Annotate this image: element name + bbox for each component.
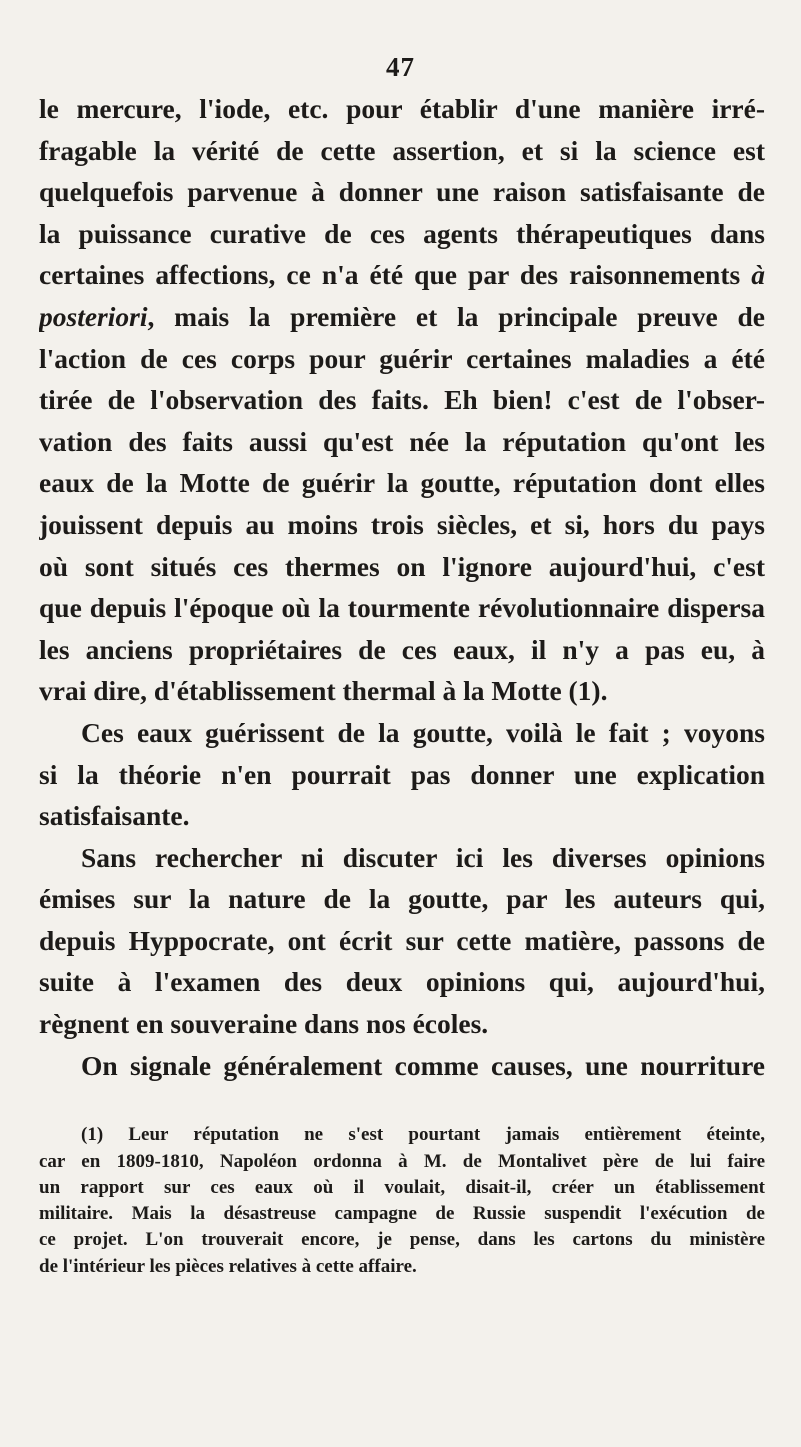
text-line <box>39 754 765 796</box>
text-line <box>39 712 765 754</box>
text-line <box>39 171 765 213</box>
line-text: eaux de la Motte de guérir la goutte, réputation dont elles <box>39 467 765 499</box>
text-line <box>39 795 765 837</box>
footnote-line: militaire. Mais la désastreuse campagne de Russie suspendit l'exécution de <box>39 1203 765 1225</box>
text-line <box>39 213 765 255</box>
line-text: suite à l'examen des deux opinions qui, aujourd'hui, <box>39 966 765 998</box>
text-line <box>39 546 765 588</box>
line-text: satisfaisante. <box>39 800 190 832</box>
line-text: certaines affections, ce n'a été que par des raisonnements <box>39 259 741 291</box>
line-text: le mercure, l'iode, etc. pour établir d'une manière irré- <box>39 93 765 124</box>
line-text: fragable la vérité de cette assertion, et si la science est <box>39 134 765 166</box>
text-line <box>39 504 765 546</box>
footnote-line: de l'intérieur les pièces relatives à cette affaire. <box>39 1255 417 1277</box>
page-number: 47 <box>386 52 415 82</box>
line-text: que depuis l'époque où la tourmente révolutionnaire dispersa <box>39 592 765 624</box>
line-text: Sans rechercher ni discuter ici les diverses opinions <box>81 841 765 873</box>
line-text: vrai dire, d'établissement thermal à la Motte (1). <box>39 675 608 707</box>
line-text: , mais la première et la principale preuve de <box>147 300 765 332</box>
footnote-line: ce projet. L'on trouverait encore, je pense, dans les cartons du ministère <box>39 1229 765 1251</box>
line-text: si la théorie n'en pourrait pas donner une explication <box>39 758 765 790</box>
line-text: vation des faits aussi qu'est née la réputation qu'ont les <box>39 425 765 457</box>
footnotes <box>39 1122 765 1280</box>
text-line <box>39 421 765 463</box>
text-line <box>39 920 765 962</box>
line-text: émises sur la nature de la goutte, par les auteurs qui, <box>39 883 765 915</box>
text-line <box>39 338 765 380</box>
text-line <box>39 629 765 671</box>
text-line <box>39 296 765 338</box>
line-text: la puissance curative de ces agents thérapeutiques dans <box>39 217 765 249</box>
line-text: tirée de l'observation des faits. Eh bien! c'est de l'obser- <box>39 384 765 416</box>
body-text <box>39 88 765 1086</box>
line-text: règnent en souveraine dans nos écoles. <box>39 1008 489 1040</box>
line-text: où sont situés ces thermes on l'ignore aujourd'hui, c'est <box>39 550 765 582</box>
text-line <box>39 462 765 504</box>
italic-phrase: posteriori <box>39 300 148 332</box>
text-line <box>39 254 765 296</box>
text-line <box>39 670 765 712</box>
text-line <box>39 961 765 1003</box>
footnote-line: car en 1809-1810, Napoléon ordonna à M. de Montalivet père de lui faire <box>39 1150 765 1172</box>
text-line <box>39 1045 765 1087</box>
text-line <box>39 587 765 629</box>
line-text: On signale généralement comme causes, une nourriture <box>81 1049 765 1081</box>
text-line <box>39 837 765 879</box>
line-text: l'action de ces corps pour guérir certaines maladies a été <box>39 342 765 374</box>
line-text: les anciens propriétaires de ces eaux, il n'y a pas eu, à <box>39 633 765 665</box>
italic-phrase: à <box>751 259 765 291</box>
text-line <box>39 878 765 920</box>
text-line <box>39 88 765 130</box>
line-text: quelquefois parvenue à donner une raison satisfaisante de <box>39 176 765 208</box>
line-text: depuis Hyppocrate, ont écrit sur cette matière, passons de <box>39 924 765 956</box>
line-text: jouissent depuis au moins trois siècles, et si, hors du pays <box>39 508 765 540</box>
text-line <box>39 130 765 172</box>
line-text: Ces eaux guérissent de la goutte, voilà le fait ; voyons <box>81 716 765 748</box>
text-line <box>39 1003 765 1045</box>
footnote-line: (1) Leur réputation ne s'est pourtant jamais entièrement éteinte, <box>81 1124 765 1146</box>
footnote-line: un rapport sur ces eaux où il voulait, disait-il, créer un établissement <box>39 1176 765 1198</box>
text-line <box>39 379 765 421</box>
